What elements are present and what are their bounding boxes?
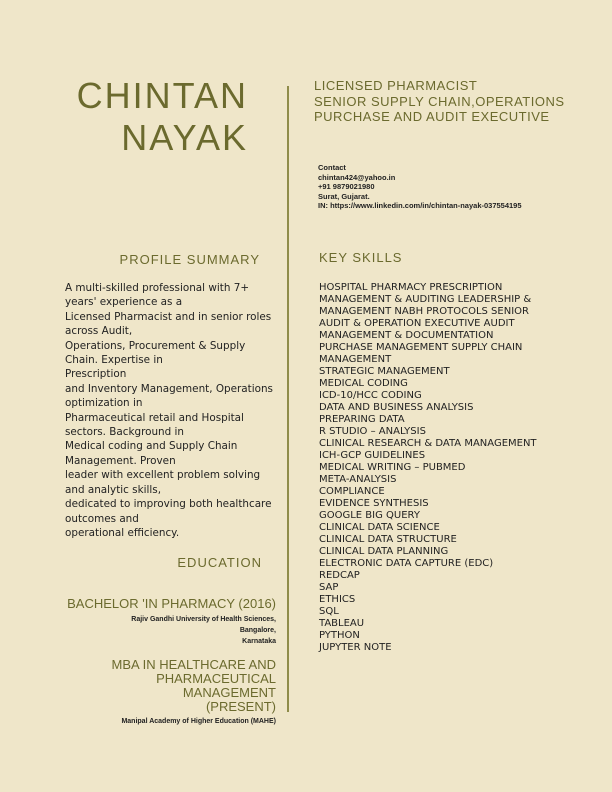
profile-line: A multi-skilled professional with 7+ years' experience as a <box>65 282 250 309</box>
institution <box>100 614 276 647</box>
profile-line: leader with excellent problem solving and analytic skills, <box>65 469 261 496</box>
degree-line: MANAGEMENT <box>182 685 276 700</box>
skill-item: JUPYTER NOTE <box>319 642 392 653</box>
education-heading: EDUCATION <box>177 555 262 570</box>
skill-item: MANAGEMENT <box>319 354 392 365</box>
contact-location: Surat, Gujarat. <box>318 191 370 201</box>
job-title: SENIOR SUPPLY CHAIN,OPERATIONS <box>314 93 565 109</box>
profile-line: Pharmaceutical retail and Hospital sectors. Background in <box>65 411 244 439</box>
skill-item: SAP <box>319 582 339 593</box>
name-first: CHINTAN <box>76 75 248 116</box>
institution-line: Karnataka <box>242 638 276 645</box>
profile-line: Operations, Procurement & Supply Chain. Expertise in <box>65 339 246 367</box>
skill-item: REDCAP <box>319 570 360 581</box>
profile-summary-heading: PROFILE SUMMARY <box>119 252 260 267</box>
skill-item: PREPARING DATA <box>319 414 405 425</box>
contact-email[interactable]: chintan424@yahoo.in <box>318 172 396 182</box>
degree-line: MBA IN HEALTHCARE AND <box>111 657 276 672</box>
skill-item: PYTHON <box>319 630 360 641</box>
skill-item: CLINICAL DATA PLANNING <box>319 546 449 557</box>
institution-line: Manipal Academy of Higher Education (MAHE) <box>121 718 276 725</box>
profile-line: and Inventory Management, Operations optimization in <box>65 382 273 410</box>
skill-item: ETHICS <box>319 594 356 605</box>
contact-phone[interactable]: +91 9879021980 <box>318 182 375 191</box>
skill-item: ICD-10/HCC CODING <box>319 390 422 401</box>
skill-item: GOOGLE BIG QUERY <box>319 510 420 521</box>
skill-item: CLINICAL RESEARCH & DATA MANAGEMENT <box>319 438 537 449</box>
degree-title: BACHELOR 'IN PHARMACY (2016) <box>67 596 276 611</box>
skill-item: DATA AND BUSINESS ANALYSIS <box>319 402 474 413</box>
skill-item: ICH-GCP GUIDELINES <box>319 450 426 461</box>
profile-line: Licensed Pharmacist and in senior roles across Audit, <box>65 310 272 338</box>
vertical-divider <box>287 86 289 712</box>
skill-item: PURCHASE MANAGEMENT SUPPLY CHAIN <box>319 342 523 353</box>
job-title: PURCHASE AND AUDIT EXECUTIVE <box>314 109 550 124</box>
skill-item: MANAGEMENT NABH PROTOCOLS SENIOR <box>319 306 529 317</box>
degree-title <box>60 658 276 714</box>
name-last: NAYAK <box>121 117 248 158</box>
profile-line: operational efficiency. <box>65 526 180 539</box>
profile-line: dedicated to improving both healthcare outcomes and <box>65 498 272 525</box>
skill-item: MEDICAL WRITING – PUBMED <box>319 462 466 473</box>
skill-item: R STUDIO – ANALYSIS <box>319 426 426 437</box>
contact-linkedin[interactable]: IN: https://www.linkedin.com/in/chintan-nayak-037554195 <box>318 201 522 210</box>
skill-item: EVIDENCE SYNTHESIS <box>319 498 429 509</box>
degree-line: PHARMACEUTICAL <box>156 671 276 686</box>
institution-line: Bangalore, <box>239 627 276 634</box>
skill-item: STRATEGIC MANAGEMENT <box>319 366 450 377</box>
skill-item: AUDIT & OPERATION EXECUTIVE AUDIT <box>319 318 515 329</box>
degree-line: (PRESENT) <box>205 699 276 714</box>
job-title: LICENSED PHARMACIST <box>314 78 478 93</box>
key-skills-list <box>319 282 539 654</box>
contact-block <box>318 163 598 211</box>
skill-item: COMPLIANCE <box>319 486 385 497</box>
institution-line: Rajiv Gandhi University of Health Sciences, <box>131 616 276 623</box>
skill-item: MANAGEMENT & AUDITING LEADERSHIP & <box>319 294 532 305</box>
job-titles <box>314 78 604 125</box>
skill-item: SQL <box>319 606 339 617</box>
skill-item: CLINICAL DATA SCIENCE <box>319 522 440 533</box>
skill-item: MEDICAL CODING <box>319 378 408 389</box>
skill-item: META-ANALYSIS <box>319 474 397 485</box>
skill-item: HOSPITAL PHARMACY PRESCRIPTION <box>319 282 503 293</box>
skill-item: ELECTRONIC DATA CAPTURE (EDC) <box>319 558 494 569</box>
key-skills-heading: KEY SKILLS <box>319 250 403 265</box>
skill-item: TABLEAU <box>319 618 365 629</box>
institution <box>100 716 276 727</box>
profile-summary <box>65 281 275 540</box>
profile-line: Medical coding and Supply Chain Management. Proven <box>65 440 238 467</box>
skill-item: CLINICAL DATA STRUCTURE <box>319 534 457 545</box>
profile-line: Prescription <box>65 368 127 381</box>
contact-heading: Contact <box>318 163 346 172</box>
skill-item: MANAGEMENT & DOCUMENTATION <box>319 330 494 341</box>
